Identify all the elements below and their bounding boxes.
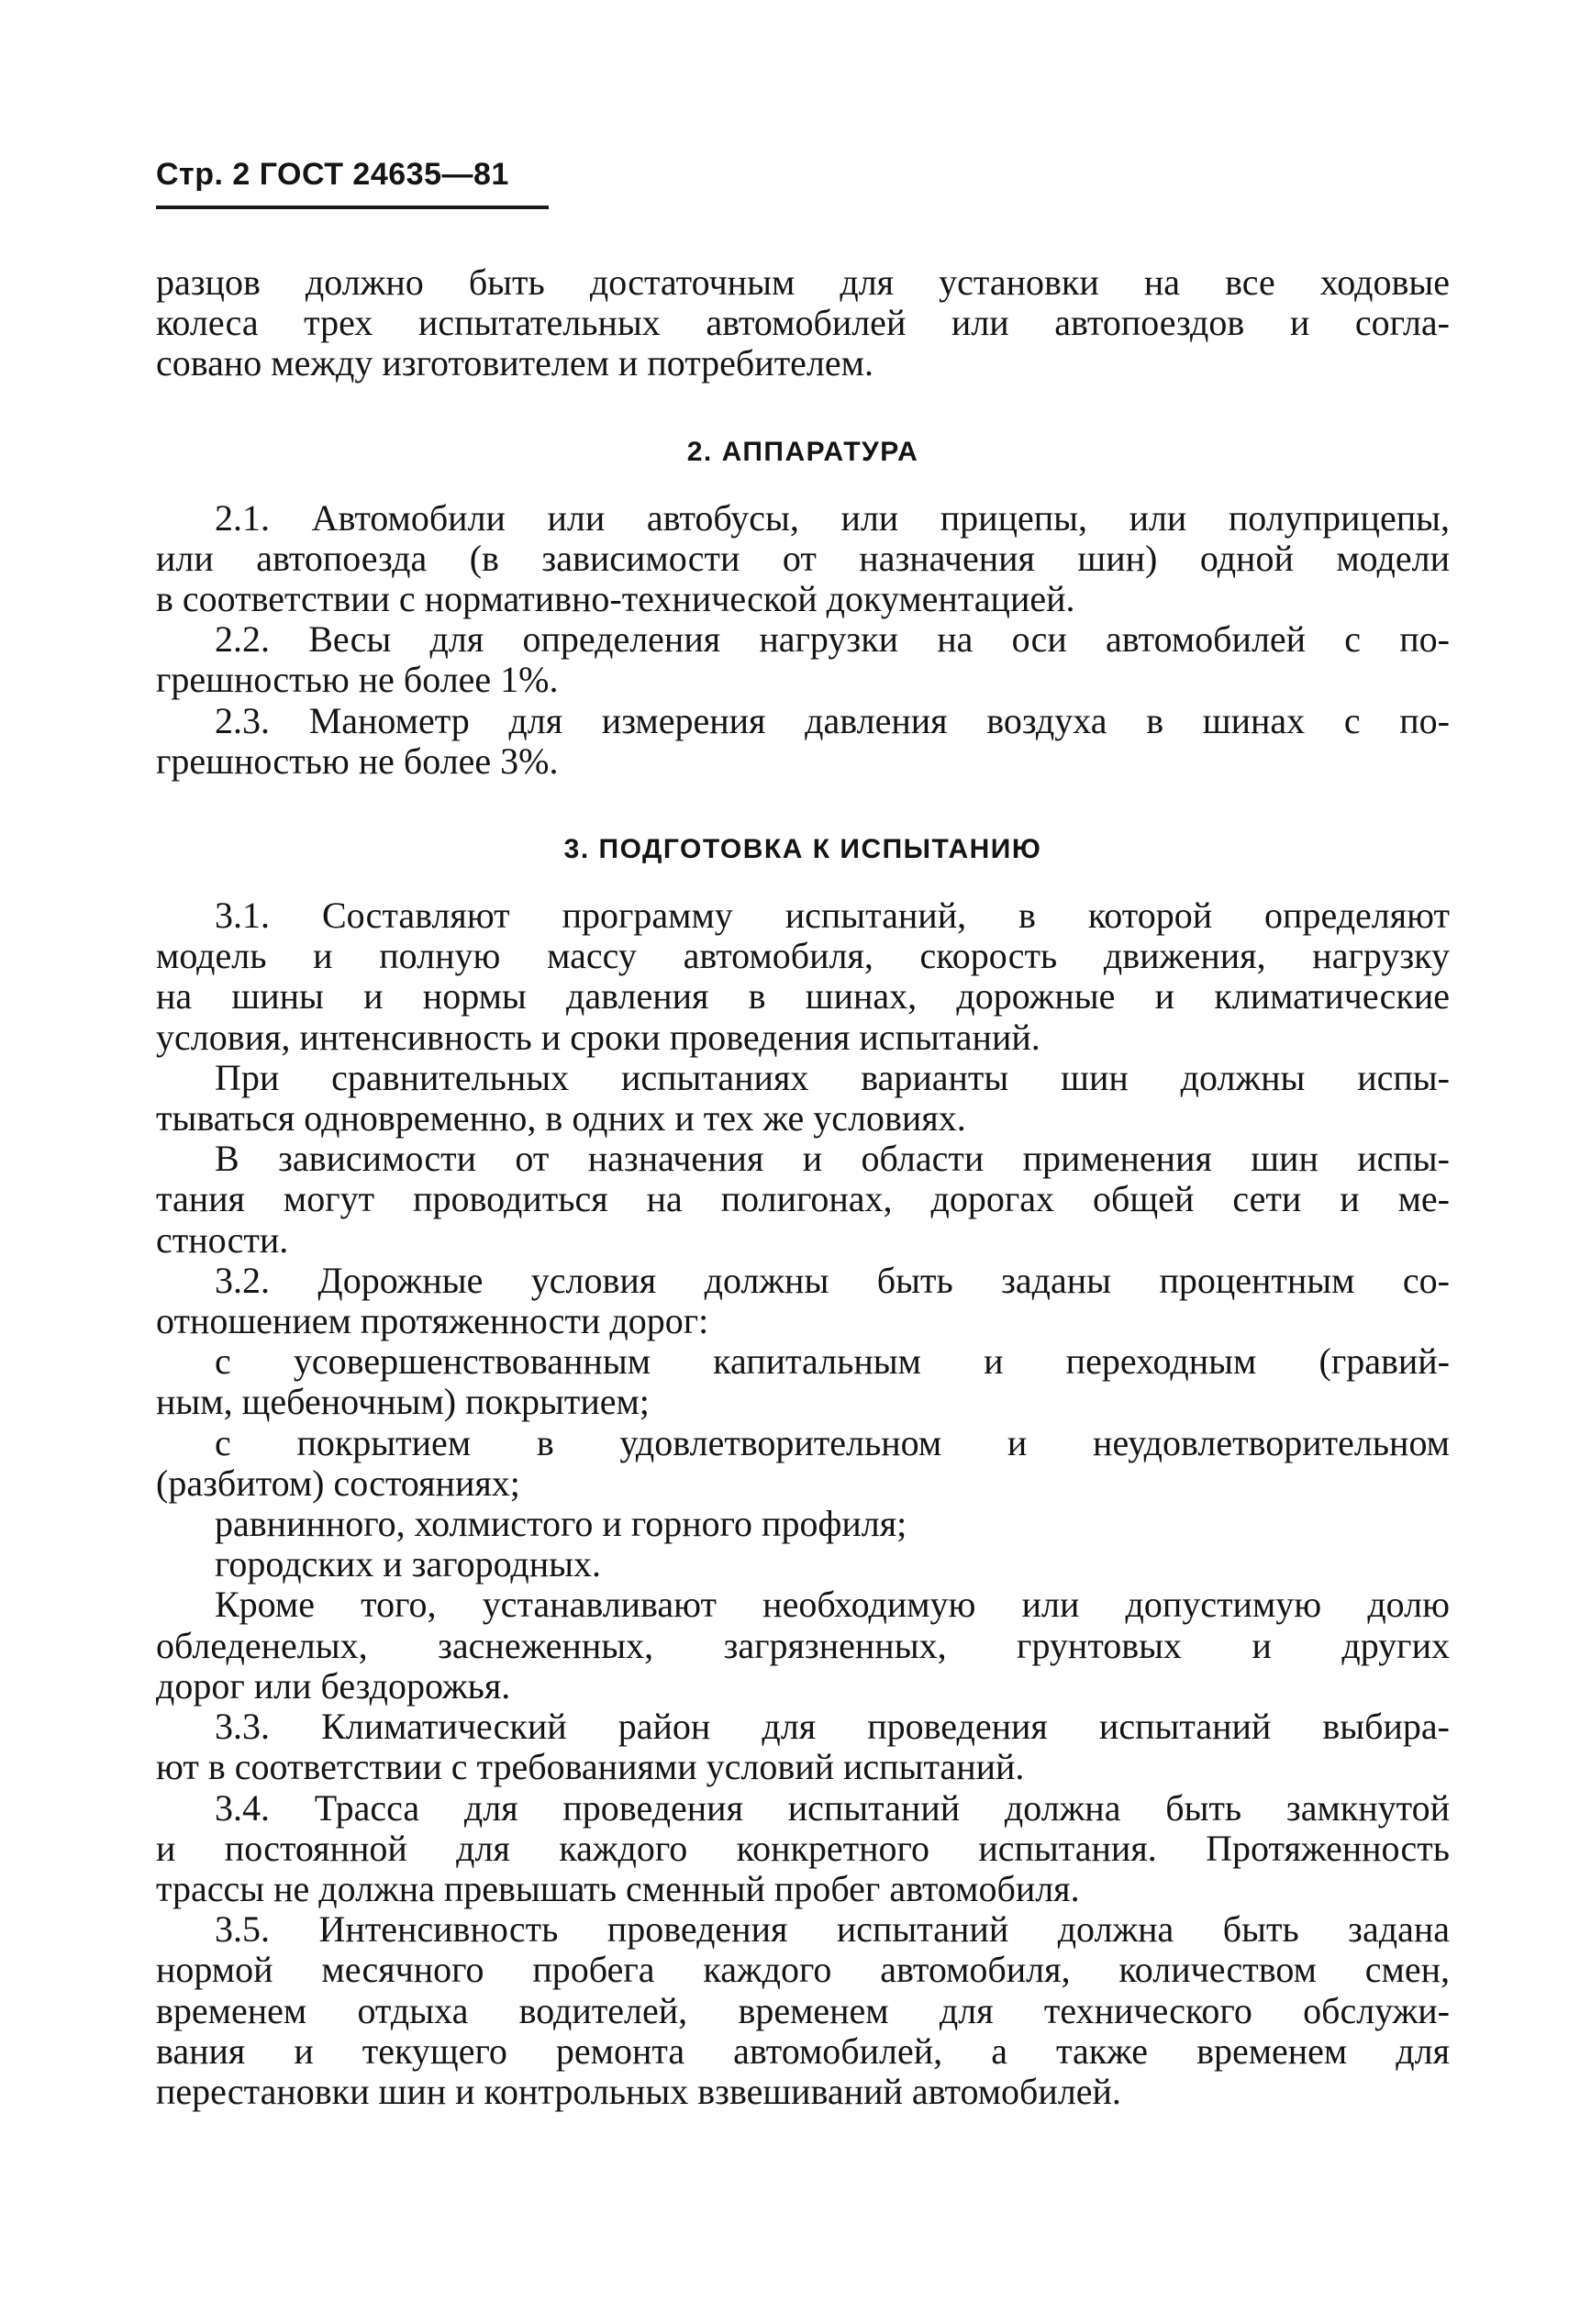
text-line: 2.3. Манометр для измерения давления воздуха в шинах с по- (215, 699, 1450, 741)
road-profile-item: равнинного, холмистого и горного профиля; (215, 1503, 907, 1545)
section-heading-apparatus: 2. АППАРАТУРА (686, 436, 919, 467)
clause-2-3 (156, 701, 1450, 782)
text-line: вания и текущего ремонта автомобилей, а также временем для (156, 2029, 1450, 2072)
text-line: грешностью не более 1%. (156, 659, 559, 701)
text-line: ным, щебеночным) покрытием; (156, 1381, 650, 1423)
road-condition-item (156, 1423, 1450, 1504)
text-line: 3.4. Трасса для проведения испытаний должна быть замкнутой (215, 1786, 1450, 1829)
text-line: нормой месячного пробега каждого автомобиля, количеством смен, (156, 1949, 1450, 1991)
clause-3-1 (156, 895, 1450, 1058)
header-rule (156, 206, 549, 209)
text-line: перестановки шин и контрольных взвешиваний автомобилей. (156, 2070, 1121, 2112)
text-line: 3.1. Составляют программу испытаний, в которой определяют (215, 895, 1450, 937)
text-line: отношением протяженности дорог: (156, 1300, 709, 1342)
text-line: 3.3. Климатический район для проведения испытаний выбира- (215, 1706, 1450, 1748)
text-line: обледенелых, заснеженных, загрязненных, грунтовых и других (156, 1624, 1450, 1666)
text-line: грешностью не более 3%. (156, 739, 559, 782)
clause-2-1 (156, 498, 1450, 620)
text-line: тания могут проводиться на полигонах, дорогах общей сети и ме- (156, 1178, 1450, 1220)
road-location-item: городских и загородных. (215, 1543, 602, 1585)
text-line: или автопоезда (в зависимости от назначения шин) одной модели (156, 537, 1450, 579)
text-line: Кроме того, устанавливают необходимую или допустимую долю (215, 1584, 1450, 1626)
clause-3-2 (156, 1261, 1450, 1341)
document-page (156, 156, 1450, 2112)
clause-3-5 (156, 1909, 1450, 2112)
running-header (156, 156, 1450, 193)
text-line: тываться одновременно, в одних и тех же условиях. (156, 1097, 966, 1140)
comparative-tests-paragraph (156, 1058, 1450, 1139)
text-line: стности. (156, 1218, 289, 1261)
text-line: разцов должно быть достаточным для установки на все ходовые (156, 261, 1450, 303)
text-line: 2.2. Весы для определения нагрузки на оси автомобилей с по- (215, 618, 1450, 661)
text-line: с покрытием в удовлетворительном и неудовлетворительном (215, 1421, 1450, 1463)
text-line: временем отдыха водителей, временем для технического обслужи- (156, 1989, 1450, 2031)
text-line: трассы не должна превышать сменный пробег автомобиля. (156, 1867, 1080, 1909)
text-line: колеса трех испытательных автомобилей или автопоездов и согла- (156, 302, 1450, 344)
text-line: совано между изготовителем и потребителем. (156, 342, 873, 384)
text-line: в соответствии с нормативно-технической документацией. (156, 578, 1075, 620)
text-line: При сравнительных испытаниях варианты шин должны испы- (215, 1056, 1450, 1098)
text-line: и постоянной для каждого конкретного испытания. Протяженность (156, 1827, 1450, 1869)
clause-2-2 (156, 619, 1450, 700)
intro-paragraph (156, 262, 1450, 384)
text-line: 2.1. Автомобили или автобусы, или прицепы, или полуприцепы, (215, 496, 1450, 539)
text-line: 3.2. Дорожные условия должны быть заданы процентным со- (215, 1259, 1450, 1301)
page-number: Стр. 2 (156, 157, 250, 192)
text-line: условия, интенсивность и сроки проведения испытаний. (156, 1016, 1040, 1058)
text-line: В зависимости от назначения и области применения шин испы- (215, 1138, 1450, 1180)
clause-3-3 (156, 1707, 1450, 1787)
road-type-item (156, 1341, 1450, 1422)
section-heading-preparation: 3. ПОДГОТОВКА К ИСПЫТАНИЮ (563, 834, 1042, 865)
text-line: ют в соответствии с требованиями условий испытаний. (156, 1746, 1025, 1788)
text-line: (разбитом) состояниях; (156, 1462, 520, 1504)
standard-id: ГОСТ 24635—81 (259, 157, 509, 192)
additional-roads-paragraph (156, 1585, 1450, 1707)
text-line: модель и полную массу автомобиля, скорость движения, нагрузку (156, 935, 1450, 977)
text-line: 3.5. Интенсивность проведения испытаний должна быть задана (215, 1908, 1450, 1951)
text-line: на шины и нормы давления в шинах, дорожные и климатические (156, 975, 1450, 1017)
text-line: дорог или бездорожья. (156, 1664, 511, 1707)
clause-3-4 (156, 1788, 1450, 1910)
text-line: с усовершенствованным капитальным и переходным (гравий- (215, 1340, 1450, 1383)
test-location-paragraph (156, 1139, 1450, 1261)
